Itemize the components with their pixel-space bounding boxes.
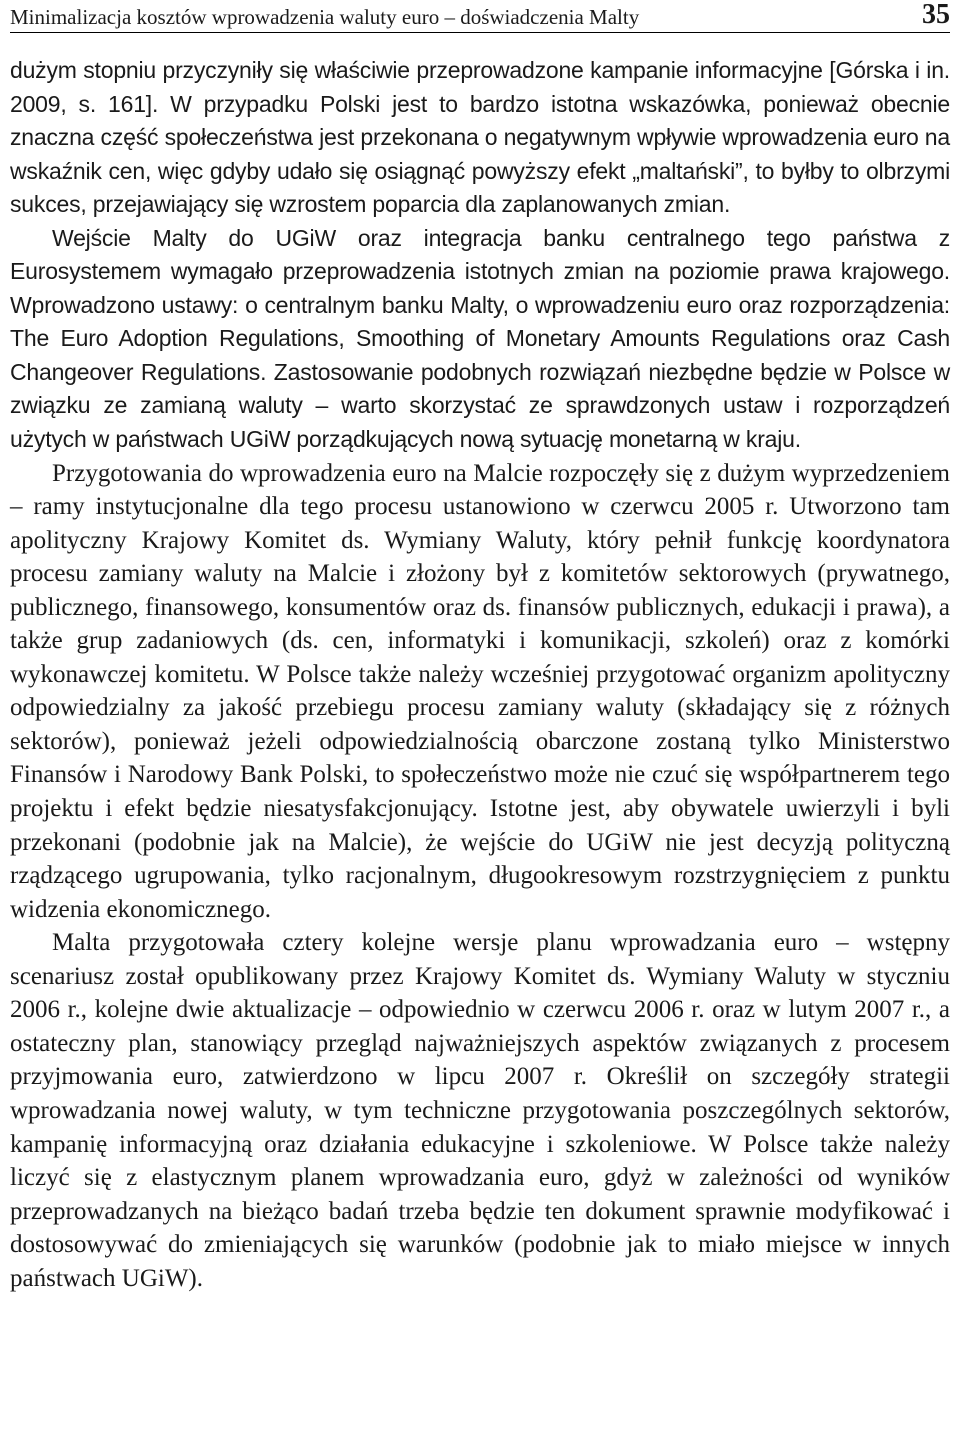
running-header xyxy=(10,0,950,33)
paragraph-preparations: Przygotowania do wprowadzenia euro na Malcie rozpoczęły się z dużym wyprzedzeniem – ramy instytucjonalne dla tego procesu ustanowiono w czerwcu 2005 r. Utworzono tam apolityczny Krajowy Komitet ds. Wymiany Waluty, który pełnił funkcję koordynatora procesu zamiany waluty na Malcie i złożony był z komitetów sektorowych (prywatnego, publicznego, finansowego, konsumentów oraz ds. finansów publicznych, edukacji i prawa), a także grup zadaniowych (ds. cen, informatyki i komunikacji, szkoleń) oraz z komórki wykonawczej komitetu. W Polsce także należy wcześniej przygotować organizm apolityczny odpowiedzialny za jakość przebiegu procesu zamiany waluty (składający się z różnych sektorów), ponieważ jeżeli odpowiedzialnością obarczone zostaną tylko Ministerstwo Finansów i Narodowy Bank Polski, to społeczeństwo może nie czuć się współpartnerem tego projektu i efekt będzie niesatysfakcjonujący. Istotne jest, aby obywatele uwierzyli i byli przekonani (podobnie jak na Malcie), że wejście do UGiW nie jest decyzją polityczną rządzącego ugrupowania, tylko racjonalnym, długookresowym rozstrzygnięciem z punktu widzenia ekonomicznego. xyxy=(10,459,950,923)
page-body xyxy=(10,54,950,1295)
paragraph-legal-changes: Wejście Malty do UGiW oraz integracja banku centralnego tego państwa z Eurosystemem wymagało przeprowadzenia istotnych zmian na poziomie prawa krajowego. Wprowadzono ustawy: o centralnym banku Malty, o wprowadzeniu euro oraz rozporządzenia: The Euro Adoption Regulations, Smoothing of Monetary Amounts Regulations oraz Cash Changeover Regulations. Zastosowanie podobnych rozwiązań niezbędne będzie w Polsce w związku ze zamianą waluty – warto skorzystać ze sprawdzonych ustaw i rozporządzeń użytych w państwach UGiW porządkujących nową sytuację monetarną w kraju. xyxy=(10,224,950,453)
page-number: 35 xyxy=(922,0,950,30)
paragraph-euro-plan: Malta przygotowała cztery kolejne wersje planu wprowadzania euro – wstępny scenariusz został opublikowany przez Krajowy Komitet ds. Wymiany Waluty w styczniu 2006 r., kolejne dwie aktualizacje – odpowiednio w czerwcu 2006 r. oraz w lutym 2007 r., a ostateczny plan, stanowiący przegląd najważniejszych aspektów związanych z procesem przyjmowania euro, zatwierdzono w lipcu 2007 r. Określił on szczegóły strategii wprowadzania nowej waluty, w tym techniczne przygotowania poszczególnych sektorów, kampanię informacyjną oraz działania edukacyjne i szkoleniowe. W Polsce także należy liczyć się z elastycznym planem wprowadzania euro, gdyż w zależności od wyników przeprowadzanych na bieżąco badań trzeba będzie ten dokument sprawnie modyfikować i dostosowywać do zmieniających się warunków (podobnie jak to miało miejsce w innych państwach UGiW). xyxy=(10,929,950,1292)
running-title: Minimalizacja kosztów wprowadzenia waluty euro – doświadczenia Malty xyxy=(10,5,640,29)
paragraph-continued: dużym stopniu przyczyniły się właściwie przeprowadzone kampanie informacyjne [Górska i in. 2009, s. 161]. W przypadku Polski jest to bardzo istotna wskazówka, ponieważ obecnie znaczna część społeczeństwa jest przekonana o negatywnym wpływie wprowadzenia euro na wskaźnik cen, więc gdyby udało się osiągnąć powyższy efekt „maltański”, to byłby to olbrzymi sukces, przejawiający się wzrostem poparcia dla zaplanowanych zmian. xyxy=(10,57,950,218)
